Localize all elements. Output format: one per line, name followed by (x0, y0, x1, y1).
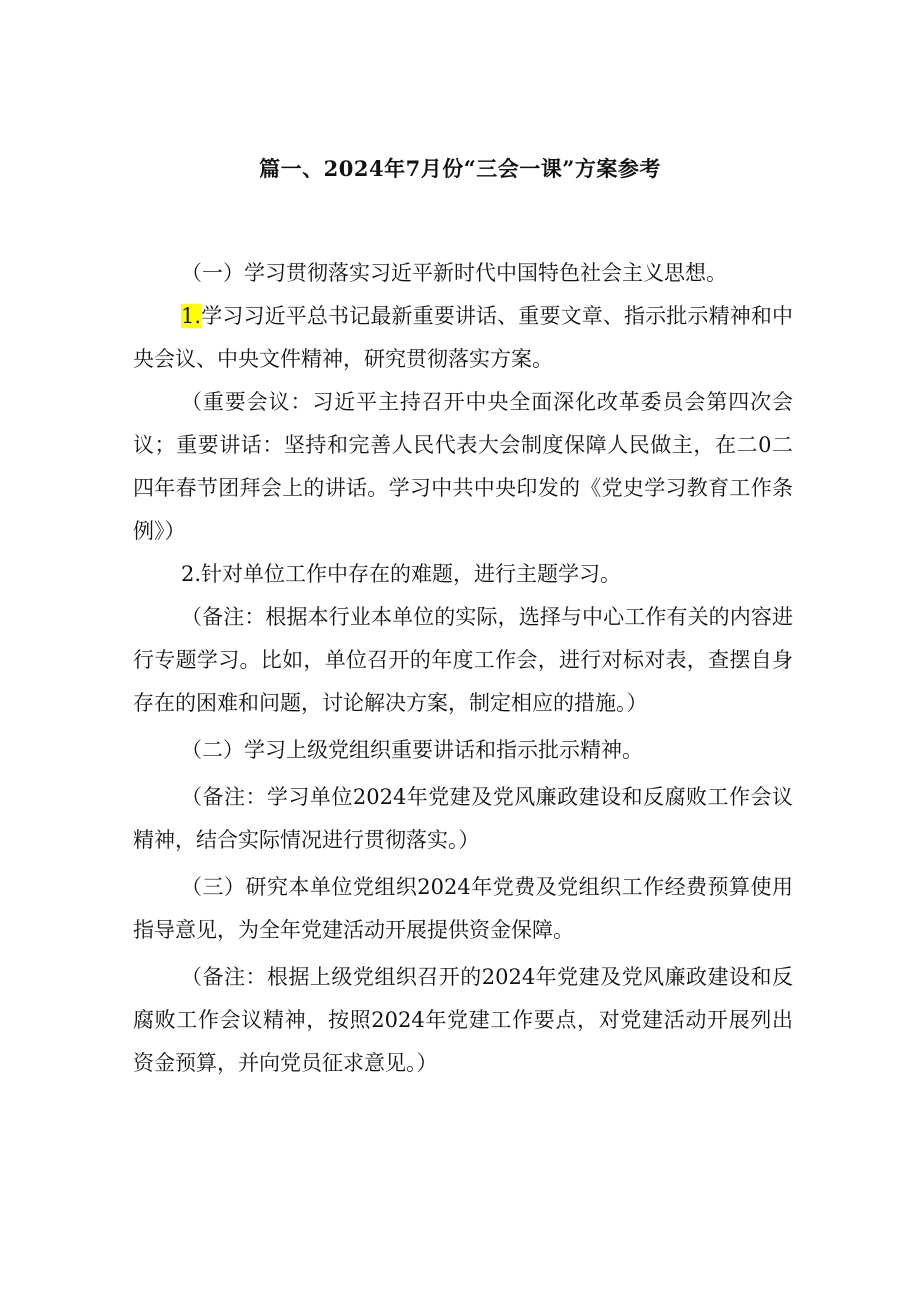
document-title: 篇一、2024年7月份“三会一课”方案参考 (259, 156, 661, 181)
section-heading-2 (133, 729, 793, 772)
note-paragraph-3 (133, 776, 793, 862)
paragraph-text: （二）学习上级党组织重要讲话和指示批示精神。 (181, 738, 643, 762)
paragraph-text: 学习习近平总书记最新重要讲话、重要文章、指示批示精神和中央会议、中央文件精神，研究贯彻落实方案。 (133, 304, 793, 371)
note-paragraph-1 (133, 381, 793, 553)
paragraph-text: （重要会议：习近平主持召开中央全面深化改革委员会第四次会议；重要讲话：坚持和完善人民代表大会制度保障人民做主，在二0二四年春节团拜会上的讲话。学习中共中央印发的《党史学习教育工作条例》） (133, 390, 793, 543)
section-heading-3 (133, 866, 793, 952)
note-paragraph-4 (133, 956, 793, 1085)
section-heading-1 (133, 252, 793, 295)
highlighted-number: 1. (181, 304, 202, 328)
note-paragraph-2 (133, 596, 793, 725)
paragraph-text: （一）学习贯彻落实习近平新时代中国特色社会主义思想。 (181, 261, 727, 285)
paragraph-text: （三）研究本单位党组织2024年党费及党组织工作经费预算使用指导意见，为全年党建活动开展提供资金保障。 (133, 875, 793, 942)
paragraph-text: （备注：根据上级党组织召开的2024年党建及党风廉政建设和反腐败工作会议精神，按照2024年党建工作要点，对党建活动开展列出资金预算，并向党员征求意见。） (133, 965, 793, 1075)
list-item-1 (133, 295, 793, 381)
paragraph-text: （备注：学习单位2024年党建及党风廉政建设和反腐败工作会议精神，结合实际情况进行贯彻落实。） (133, 785, 793, 852)
paragraph-text: （备注：根据本行业本单位的实际，选择与中心工作有关的内容进行专题学习。比如，单位召开的年度工作会，进行对标对表，查摆自身存在的困难和问题，讨论解决方案，制定相应的措施。） (133, 605, 793, 715)
list-item-2 (133, 553, 793, 596)
document-body (133, 252, 793, 1085)
paragraph-text: 2.针对单位工作中存在的难题，进行主题学习。 (181, 562, 622, 586)
